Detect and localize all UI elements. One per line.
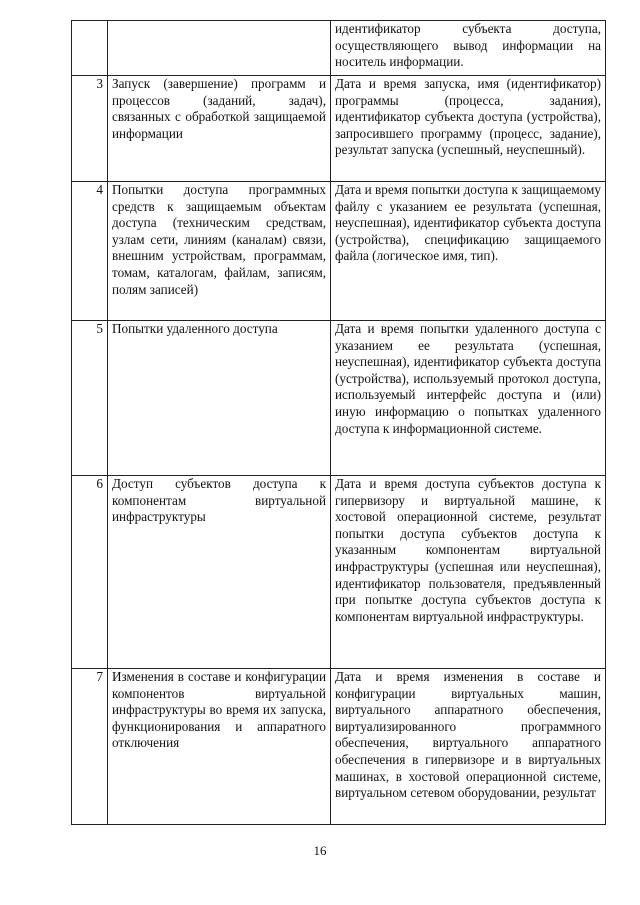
event-description: Доступ субъектов доступа к компонентам виртуальной инфраструктуры (108, 476, 331, 669)
table-row (72, 476, 606, 669)
table-row (72, 21, 606, 76)
row-number: 7 (72, 669, 108, 825)
row-number (72, 21, 108, 76)
logged-information: Дата и время доступа субъектов доступа к гипервизору и виртуальной машине, к хостовой операционной системе, результат попытки доступа субъектов доступа к указанным компонентам виртуальной инфраструктуры (успешная или неуспешная), идентификатор пользователя, предъявленный при попытке доступа субъектов доступа к компонентам виртуальной инфраструктуры. (331, 476, 606, 669)
table-row (72, 669, 606, 825)
event-description: Попытки доступа программных средств к защищаемым объектам доступа (техническим средствам, узлам сети, линиям (каналам) связи, внешним устройствам, программам, томам, каталогам, файлам, записям, полям записей) (108, 182, 331, 321)
table-row (72, 182, 606, 321)
row-number: 6 (72, 476, 108, 669)
row-number: 3 (72, 76, 108, 182)
table-row (72, 321, 606, 476)
logged-information: Дата и время изменения в составе и конфигурации виртуальных машин, виртуального аппаратного обеспечения, виртуализированного программного обеспечения, виртуального аппаратного обеспечения в гипервизоре и в виртуальных машинах, в хостовой операционной системе, виртуальном сетевом оборудовании, результат (331, 669, 606, 825)
event-description (108, 21, 331, 76)
logged-information: Дата и время попытки доступа к защищаемому файлу с указанием ее результата (успешная, неуспешная), идентификатор субъекта доступа (устройства), спецификацию защищаемого файла (логическое имя, тип). (331, 182, 606, 321)
row-number: 4 (72, 182, 108, 321)
table-row (72, 76, 606, 182)
event-description: Запуск (завершение) программ и процессов (заданий, задач), связанных с обработкой защищаемой информации (108, 76, 331, 182)
audit-events-table (71, 20, 606, 825)
logged-information: Дата и время запуска, имя (идентификатор) программы (процесса, задания), идентификатор субъекта доступа (устройства), запросившего программу (процесс, задание), результат запуска (успешный, неуспешный). (331, 76, 606, 182)
event-description: Изменения в составе и конфигурации компонентов виртуальной инфраструктуры во время их запуска, функционирования и аппаратного отключения (108, 669, 331, 825)
logged-information: Дата и время попытки удаленного доступа с указанием ее результата (успешная, неуспешная), идентификатор субъекта доступа (устройства), используемый протокол доступа, используемый интерфейс доступа и (или) иную информацию о попытках удаленного доступа к информационной системе. (331, 321, 606, 476)
row-number: 5 (72, 321, 108, 476)
page-number: 16 (313, 843, 327, 858)
logged-information: идентификатор субъекта доступа, осуществляющего вывод информации на носитель информации. (331, 21, 606, 76)
event-description: Попытки удаленного доступа (108, 321, 331, 476)
